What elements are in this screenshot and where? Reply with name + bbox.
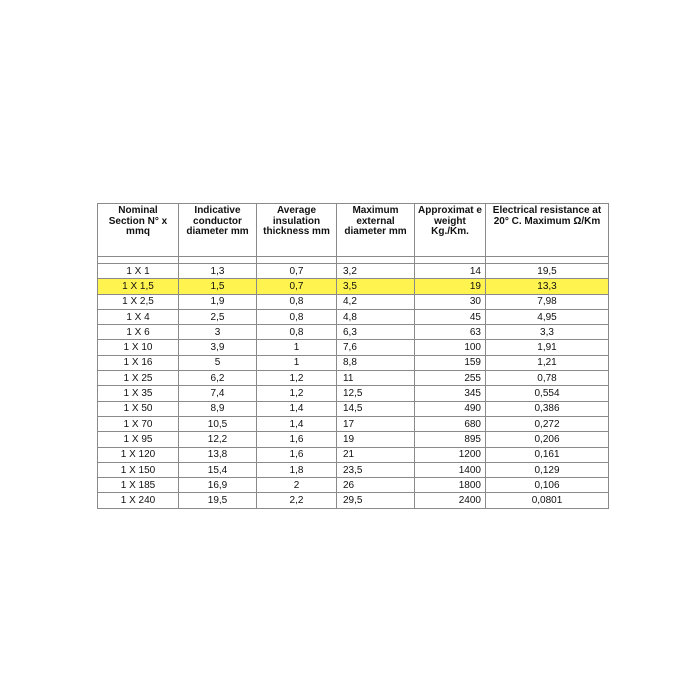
cell-insulation-thickness: 1,2 xyxy=(257,371,337,386)
cell-approx-weight: 895 xyxy=(415,432,486,447)
cell-insulation-thickness: 1,4 xyxy=(257,416,337,431)
cell-nominal-section: 1 X 240 xyxy=(98,493,179,508)
spacer-cell xyxy=(257,257,337,264)
cell-conductor-diameter: 5 xyxy=(179,355,257,370)
cell-conductor-diameter: 1,5 xyxy=(179,279,257,294)
cell-conductor-diameter: 2,5 xyxy=(179,309,257,324)
cell-nominal-section: 1 X 70 xyxy=(98,416,179,431)
cell-insulation-thickness: 1,6 xyxy=(257,432,337,447)
table-row-highlighted xyxy=(98,279,609,294)
cell-external-diameter: 23,5 xyxy=(337,462,415,477)
spacer-cell xyxy=(415,257,486,264)
cell-nominal-section: 1 X 1 xyxy=(98,264,179,279)
cell-conductor-diameter: 6,2 xyxy=(179,371,257,386)
cell-external-diameter: 21 xyxy=(337,447,415,462)
table-row xyxy=(98,462,609,477)
table-row xyxy=(98,371,609,386)
spacer-cell xyxy=(98,257,179,264)
cell-conductor-diameter: 19,5 xyxy=(179,493,257,508)
cell-approx-weight: 1400 xyxy=(415,462,486,477)
cell-insulation-thickness: 0,8 xyxy=(257,325,337,340)
cell-approx-weight: 19 xyxy=(415,279,486,294)
header-insulation-thickness: Average insulation thickness mm xyxy=(257,204,337,257)
cell-approx-weight: 345 xyxy=(415,386,486,401)
cell-insulation-thickness: 1,4 xyxy=(257,401,337,416)
cell-approx-weight: 1200 xyxy=(415,447,486,462)
cell-conductor-diameter: 8,9 xyxy=(179,401,257,416)
cell-nominal-section: 1 X 120 xyxy=(98,447,179,462)
cell-conductor-diameter: 1,9 xyxy=(179,294,257,309)
cell-external-diameter: 4,2 xyxy=(337,294,415,309)
table-row xyxy=(98,401,609,416)
cell-insulation-thickness: 0,7 xyxy=(257,279,337,294)
cell-external-diameter: 3,5 xyxy=(337,279,415,294)
cell-approx-weight: 159 xyxy=(415,355,486,370)
cell-conductor-diameter: 3 xyxy=(179,325,257,340)
cell-electrical-resistance: 1,21 xyxy=(486,355,609,370)
cell-nominal-section: 1 X 4 xyxy=(98,309,179,324)
cell-conductor-diameter: 13,8 xyxy=(179,447,257,462)
header-nominal-section: Nominal Section N° x mmq xyxy=(98,204,179,257)
header-conductor-diameter: Indicative conductor diameter mm xyxy=(179,204,257,257)
cell-conductor-diameter: 16,9 xyxy=(179,478,257,493)
cell-conductor-diameter: 1,3 xyxy=(179,264,257,279)
cell-nominal-section: 1 X 150 xyxy=(98,462,179,477)
cell-insulation-thickness: 0,8 xyxy=(257,309,337,324)
cell-external-diameter: 6,3 xyxy=(337,325,415,340)
cell-approx-weight: 490 xyxy=(415,401,486,416)
cell-electrical-resistance: 0,386 xyxy=(486,401,609,416)
table-row xyxy=(98,432,609,447)
cell-insulation-thickness: 2 xyxy=(257,478,337,493)
cell-insulation-thickness: 1,2 xyxy=(257,386,337,401)
cell-external-diameter: 11 xyxy=(337,371,415,386)
table-row xyxy=(98,325,609,340)
cell-approx-weight: 680 xyxy=(415,416,486,431)
cell-conductor-diameter: 3,9 xyxy=(179,340,257,355)
cell-nominal-section: 1 X 95 xyxy=(98,432,179,447)
cell-approx-weight: 2400 xyxy=(415,493,486,508)
cell-external-diameter: 7,6 xyxy=(337,340,415,355)
table-row xyxy=(98,264,609,279)
spacer-cell xyxy=(337,257,415,264)
cell-insulation-thickness: 1 xyxy=(257,355,337,370)
header-electrical-resistance: Electrical resistance at 20° C. Maximum Ω/Km xyxy=(486,204,609,257)
table-row xyxy=(98,493,609,508)
cell-external-diameter: 19 xyxy=(337,432,415,447)
cell-approx-weight: 255 xyxy=(415,371,486,386)
cell-insulation-thickness: 0,8 xyxy=(257,294,337,309)
cell-conductor-diameter: 15,4 xyxy=(179,462,257,477)
cell-nominal-section: 1 X 6 xyxy=(98,325,179,340)
cell-external-diameter: 17 xyxy=(337,416,415,431)
cell-insulation-thickness: 1,8 xyxy=(257,462,337,477)
cell-external-diameter: 8,8 xyxy=(337,355,415,370)
header-row xyxy=(98,204,609,257)
cell-insulation-thickness: 0,7 xyxy=(257,264,337,279)
cell-insulation-thickness: 1,6 xyxy=(257,447,337,462)
cell-conductor-diameter: 7,4 xyxy=(179,386,257,401)
cell-nominal-section: 1 X 10 xyxy=(98,340,179,355)
cell-electrical-resistance: 19,5 xyxy=(486,264,609,279)
cell-external-diameter: 3,2 xyxy=(337,264,415,279)
cell-approx-weight: 100 xyxy=(415,340,486,355)
cell-electrical-resistance: 0,78 xyxy=(486,371,609,386)
cell-electrical-resistance: 0,161 xyxy=(486,447,609,462)
cell-nominal-section: 1 X 35 xyxy=(98,386,179,401)
cell-insulation-thickness: 2,2 xyxy=(257,493,337,508)
cell-nominal-section: 1 X 16 xyxy=(98,355,179,370)
cell-nominal-section: 1 X 185 xyxy=(98,478,179,493)
cell-nominal-section: 1 X 25 xyxy=(98,371,179,386)
table-row xyxy=(98,447,609,462)
cell-electrical-resistance: 4,95 xyxy=(486,309,609,324)
cell-nominal-section: 1 X 50 xyxy=(98,401,179,416)
cell-electrical-resistance: 0,206 xyxy=(486,432,609,447)
cell-electrical-resistance: 0,106 xyxy=(486,478,609,493)
cell-external-diameter: 26 xyxy=(337,478,415,493)
table-row xyxy=(98,340,609,355)
table-row xyxy=(98,309,609,324)
cell-conductor-diameter: 10,5 xyxy=(179,416,257,431)
cell-electrical-resistance: 0,554 xyxy=(486,386,609,401)
cell-external-diameter: 29,5 xyxy=(337,493,415,508)
cell-nominal-section: 1 X 1,5 xyxy=(98,279,179,294)
cell-approx-weight: 14 xyxy=(415,264,486,279)
header-external-diameter: Maximum external diameter mm xyxy=(337,204,415,257)
cell-external-diameter: 14,5 xyxy=(337,401,415,416)
cell-conductor-diameter: 12,2 xyxy=(179,432,257,447)
cell-electrical-resistance: 0,129 xyxy=(486,462,609,477)
spacer-cell xyxy=(486,257,609,264)
cell-nominal-section: 1 X 2,5 xyxy=(98,294,179,309)
cable-spec-table xyxy=(97,203,609,509)
spacer-cell xyxy=(179,257,257,264)
cell-electrical-resistance: 0,0801 xyxy=(486,493,609,508)
cell-external-diameter: 4,8 xyxy=(337,309,415,324)
cell-insulation-thickness: 1 xyxy=(257,340,337,355)
spacer-row xyxy=(98,257,609,264)
header-approx-weight: Approximat e weight Kg./Km. xyxy=(415,204,486,257)
table-row xyxy=(98,478,609,493)
cell-electrical-resistance: 7,98 xyxy=(486,294,609,309)
cell-electrical-resistance: 13,3 xyxy=(486,279,609,294)
cell-approx-weight: 63 xyxy=(415,325,486,340)
table-row xyxy=(98,386,609,401)
table-row xyxy=(98,355,609,370)
table-row xyxy=(98,416,609,431)
table-row xyxy=(98,294,609,309)
cell-electrical-resistance: 0,272 xyxy=(486,416,609,431)
cell-external-diameter: 12,5 xyxy=(337,386,415,401)
cell-approx-weight: 30 xyxy=(415,294,486,309)
cell-electrical-resistance: 3,3 xyxy=(486,325,609,340)
cell-approx-weight: 1800 xyxy=(415,478,486,493)
cell-approx-weight: 45 xyxy=(415,309,486,324)
cell-electrical-resistance: 1,91 xyxy=(486,340,609,355)
